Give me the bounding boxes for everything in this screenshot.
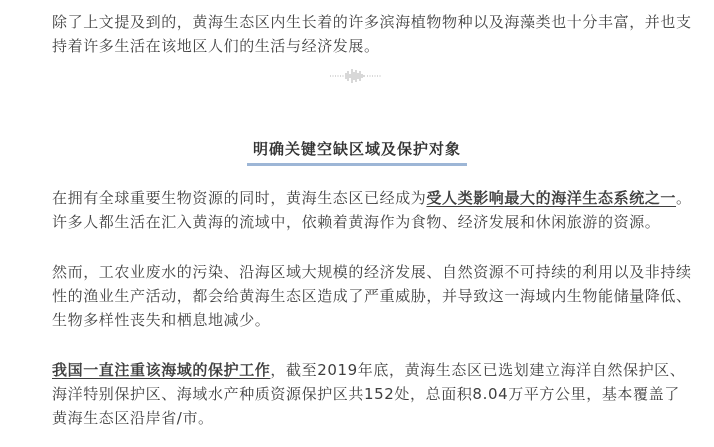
emphasis-text: 我国一直注重该海域的保护工作 <box>52 361 271 379</box>
paragraph-protection <box>52 358 692 430</box>
paragraph-text: 。许多人都生活在汇入黄海的流域中，依赖着黄海作为食物、经济发展和休闲旅游的资源。 <box>52 189 692 231</box>
paragraph-threats: 然而，工农业废水的污染、沿海区域大规模的经济发展、自然资源不可持续的利用以及非持续性的渔业生产活动，都会给黄海生态区造成了严重威胁，并导致这一海域内生物能储量降低、生物多样性丧失和栖息地减少。 <box>52 263 692 329</box>
paragraph-text: 在拥有全球重要生物资源的同时，黄海生态区已经成为 <box>52 189 427 207</box>
intro-paragraph: 除了上文提及到的，黄海生态区内生长着的许多滨海植物物种以及海藻类也十分丰富，并也支持着许多生活在该地区人们的生活与经济发展。 <box>52 13 692 55</box>
section-heading: 明确关键空缺区域及保护对象 <box>247 138 467 166</box>
paragraph-text: ，截至2019年底，黄海生态区已选划建立海洋自然保护区、海洋特别保护区、海域水产种质资源保护区共152处，总面积8.04万平方公里，基本覆盖了黄海生态区沿岸省/市。 <box>52 361 686 427</box>
waveform-divider-icon <box>330 69 382 83</box>
emphasis-text: 受人类影响最大的海洋生态系统之一 <box>426 189 677 207</box>
paragraph-biological-resources <box>52 186 692 234</box>
